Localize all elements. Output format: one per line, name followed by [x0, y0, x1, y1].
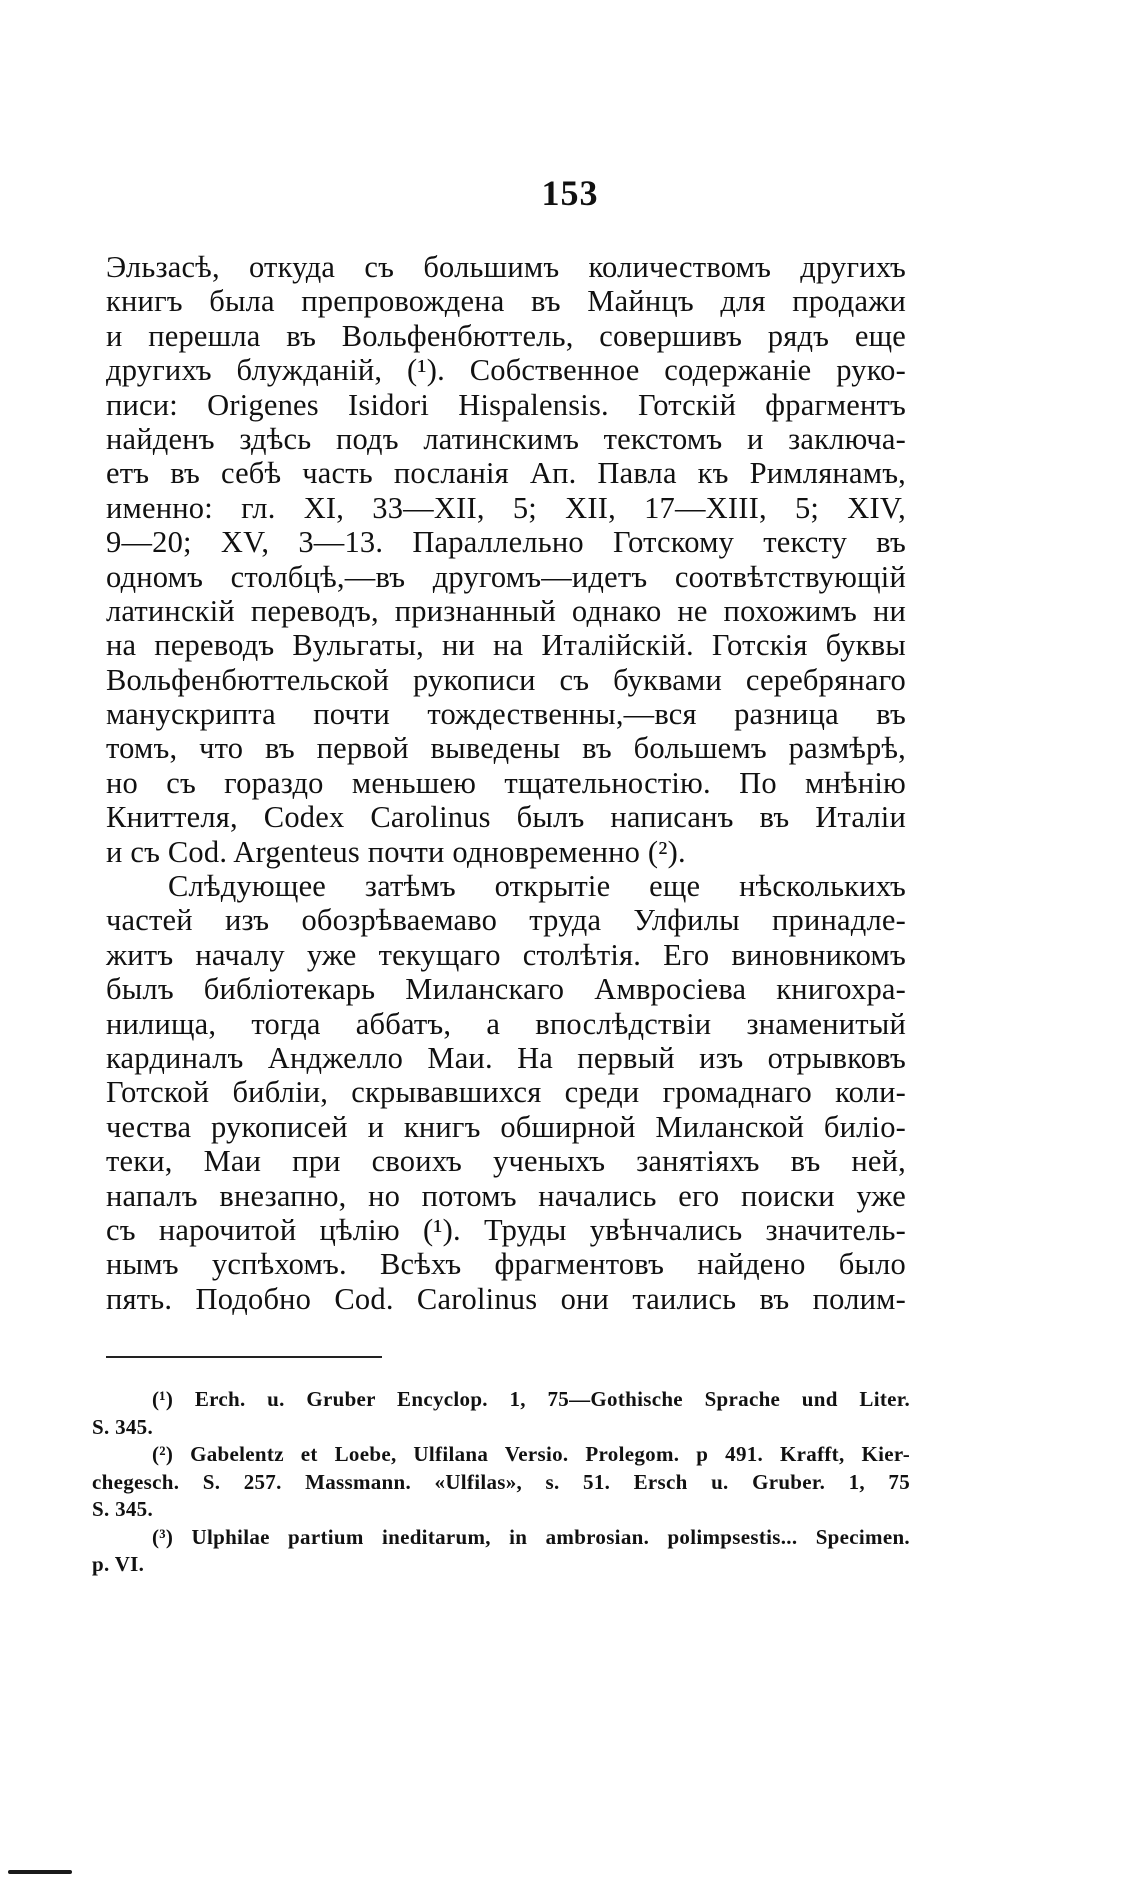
text-line: томъ, что въ первой выведены въ большемъ размѣрѣ, [106, 731, 906, 766]
text-line: пять. Подобно Cod. Carolinus они таились въ полим- [106, 1281, 906, 1316]
footnote-1: (¹) Erch. u. Gruber Encyclop. 1, 75—Gothische Sprache und Liter. [152, 1387, 910, 1411]
footnote-2-cont: chegesch. S. 257. Massmann. «Ulfilas», s. 51. Ersch u. Gruber. 1, 75 [92, 1469, 910, 1494]
footnote-divider [106, 1356, 382, 1358]
text-line: нилища, тогда аббатъ, а впослѣдствіи знаменитый [106, 1006, 906, 1041]
text-line: найденъ здѣсь подъ латинскимъ текстомъ и заключа- [106, 421, 906, 456]
footnote-3-cont: p. VI. [92, 1552, 145, 1576]
text-line: етъ въ себѣ часть посланія Ап. Павла къ Римлянамъ, [106, 456, 906, 491]
footnote-2: (²) Gabelentz et Loebe, Ulfilana Versio. Prolegom. p 491. Krafft, Kier- [152, 1442, 910, 1466]
text-line: напалъ внезапно, но потомъ начались его поиски уже [106, 1178, 906, 1213]
paragraph-end-line: и съ Cod. Argenteus почти одновременно (²). [106, 834, 686, 869]
text-line: кардиналъ Анджелло Маи. На первый изъ отрывковъ [106, 1040, 906, 1075]
text-line: но съ гораздо меньшею тщательностію. По мнѣнію [106, 765, 906, 800]
text-line: латинскій переводъ, признанный однако не похожимъ ни [106, 593, 906, 628]
text-line: манускрипта почти тождественны,—вся разница въ [106, 697, 906, 732]
scan-artifact-mark [8, 1870, 72, 1874]
text-line: книгъ была препровождена въ Майнцъ для продажи [106, 284, 906, 319]
text-line: на переводъ Вульгаты, ни на Италійскій. Готскія буквы [106, 628, 906, 663]
footnote-1-cont: S. 345. [92, 1414, 154, 1439]
text-line: теки, Маи при своихъ ученыхъ занятіяхъ въ ней, [106, 1144, 906, 1179]
footnote-2-cont: S. 345. [92, 1497, 154, 1521]
text-line: именно: гл. XI, 33—XII, 5; XII, 17—XIII, 5; XIV, [106, 490, 906, 525]
footnote-3: (³) Ulphilae partium ineditarum, in ambrosian. polimpsestis... Specimen. [152, 1524, 910, 1549]
text-line: Вольфенбюттельской рукописи съ буквами серебрянаго [106, 662, 906, 697]
text-line: Готской библіи, скрывавшихся среди громаднаго коли- [106, 1075, 906, 1110]
main-text [106, 250, 906, 1316]
paragraph-start-line: Слѣдующее затѣмъ открытіе еще нѣсколькихъ [168, 869, 906, 904]
text-line: чества рукописей и книгъ обширной Миланской биліо- [106, 1109, 906, 1144]
text-line: другихъ блужданій, (¹). Собственное содержаніе руко- [106, 353, 906, 388]
footnotes [92, 1386, 910, 1579]
text-line: былъ библіотекарь Миланскаго Амвросіева книгохра- [106, 972, 906, 1007]
text-line: житъ началу уже текущаго столѣтія. Его виновникомъ [106, 937, 906, 972]
page-number: 153 [541, 173, 599, 213]
text-line: 9—20; XV, 3—13. Параллельно Готскому тексту въ [106, 525, 906, 560]
text-line: Книттеля, Codex Carolinus былъ написанъ въ Италіи [106, 800, 906, 835]
text-line: Эльзасѣ, откуда съ большимъ количествомъ другихъ [106, 250, 906, 284]
text-line: частей изъ обозрѣваемаво труда Улфилы принадле- [106, 903, 906, 938]
text-line: писи: Origenes Isidori Hispalensis. Готскій фрагментъ [106, 387, 906, 422]
text-line: и перешла въ Вольфенбюттель, совершивъ рядъ еще [106, 318, 906, 353]
text-line: съ нарочитой цѣлію (¹). Труды увѣнчались значитель- [106, 1212, 906, 1247]
text-line: одномъ столбцѣ,—въ другомъ—идетъ соотвѣтствующій [106, 559, 906, 594]
text-line: нымъ успѣхомъ. Всѣхъ фрагментовъ найдено было [106, 1247, 906, 1282]
